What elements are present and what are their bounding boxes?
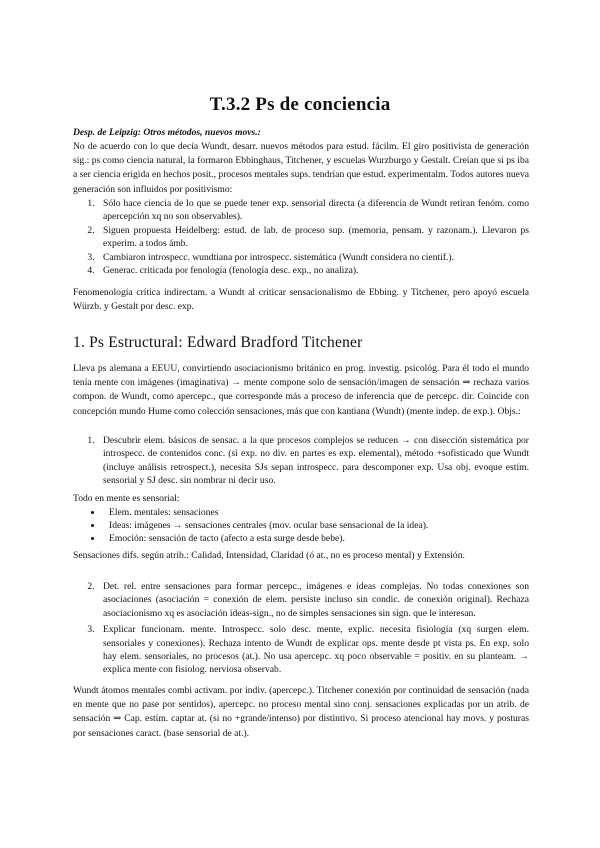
intro-paragraph: No de acuerdo con lo que decía Wundt, desarr. nuevos métodos para estud. fácilm. El giro positivista de generación sig.: ps como ciencia natural, la formaron Ebbinghaus, Titchener, y escuelas Wurzburgo y Gestalt. Creían que si ps iba a ser ciencia erigida en hechos posit., procesos mentales sups. tendrían que estud. experimentalm. Todos autores nueva generación son influidos por positivismo: [73, 141, 529, 195]
list-item: 1. Sólo hace ciencia de lo que se puede tener exp. sensorial directa (a diferencia de Wundt retiran fenóm. como apercepción xq no son observables). [97, 197, 529, 224]
mind-bullets [73, 506, 529, 546]
list-item: 2. Det. rel. entre sensaciones para formar percepc., imágenes e ideas complejas. No todas conexiones son asociaciones (asociación = conexión de elem. persiste incluso sin condic. de conexión original). Rechaza asociacionismo xq es asociación ideas-sign., no de simples sensaciones sin sign. que le interesan. [97, 580, 529, 620]
list-item: • Elem. mentales: sensaciones [103, 506, 529, 519]
list-item: 2. Siguen propuesta Heidelberg: estud. de lab. de proceso sup. (memoria, pensam. y razonam.). Llevaron ps experim. a todos ámb. [97, 224, 529, 251]
list-item: 4. Generac. criticada por fenología (fenología desc. exp., no analiza). [97, 264, 529, 277]
list-item: 3. Explicar funcionam. mente. Introspecc. solo desc. mente, explic. necesita fisiología (xq surgen elem. sensoriales y conexiones). Rechaza intento de Wundt de explicar ops. mente desde pt vista ps. En exp. solo hay elem. sensoriales, no procesos (at.). No usa apercepc. xq poco observable = positiv. en su planteam. → explica mente con fisiolog. nerviosa observab. [97, 623, 529, 677]
intro-list [73, 197, 529, 277]
intro-heading [73, 126, 529, 140]
list-item: 3. Cambiaron introspecc. wundtiana por introspecc. sistemática (Wundt considera no científ.). [97, 251, 529, 264]
objectives-list-1 [73, 434, 529, 488]
list-item: • Emoción: sensación de tacto (afecto a esta surge desde bebe). [103, 532, 529, 545]
page-title: T.3.2 Ps de conciencia [209, 94, 391, 115]
mind-intro: Todo en mente es sensorial: [73, 493, 180, 504]
objectives-list-2 [73, 580, 529, 677]
list-item: 1. Descubrir elem. básicos de sensac. a la que procesos complejos se reducen → con disección sistemática por introspecc. de contenidos conc. (si exp. no div. en partes es exp. elemental), método +sofisticado que Wundt (incluye análisis retrospect.), necesita SJs sepan introspecc. para descomponer exp. Usa obj. evoque estím. sensorial y SJ desc. sin nombrar ni decir uso. [97, 434, 529, 488]
section-heading: 1. Ps Estructural: Edward Bradford Titchener [73, 334, 363, 351]
intro-subheading: Desp. de Leipzig: Otros métodos, nuevos movs.: [73, 127, 261, 138]
attributes-line: Sensaciones difs. según atrib.: Calidad, Intensidad, Claridad (ó at., no es proceso mental) y Extensión. [73, 550, 465, 561]
intro-closing: Fenomenología crítica indirectam. a Wundt al criticar sensacionalismo de Ebbing. y Titchener, pero apoyó escuela Würzb. y Gestalt por desc. exp. [73, 287, 529, 313]
final-paragraph: Wundt átomos mentales combi activam. por indiv. (apercepc.). Titchener conexión por continuidad de sensación (nada en mente que no pase por sentidos), apercepc. no proceso mental sino conj. sensaciones explicadas por un atrib. de sensación ⇒ Cap. estím. captar at. (si no +grande/intenso) por distintivo. Si proceso atencional hay movs. y posturas por sensaciones caract. (base sensorial de at.). [73, 685, 529, 739]
section-paragraph: Lleva ps alemana a EEUU, convirtiendo asociacionismo británico en prog. investig. psicológ. Para él todo el mundo tenía mente con imágenes (imaginativa) → mente compone solo de sensación/imagen de sensación ⇒ rechaza varios compon. de Wundt, como apercepc., que corresponde más a proceso de inferencia que de percepc. dir. Coincide con concepción mundo Hume como colección sensaciones, más que con kantiana (Wundt) (mente indep. de exp.). Objs.: [73, 363, 529, 417]
list-item: • Ideas: imágenes → sensaciones centrales (mov. ocular base sensacional de la idea). [103, 519, 529, 532]
